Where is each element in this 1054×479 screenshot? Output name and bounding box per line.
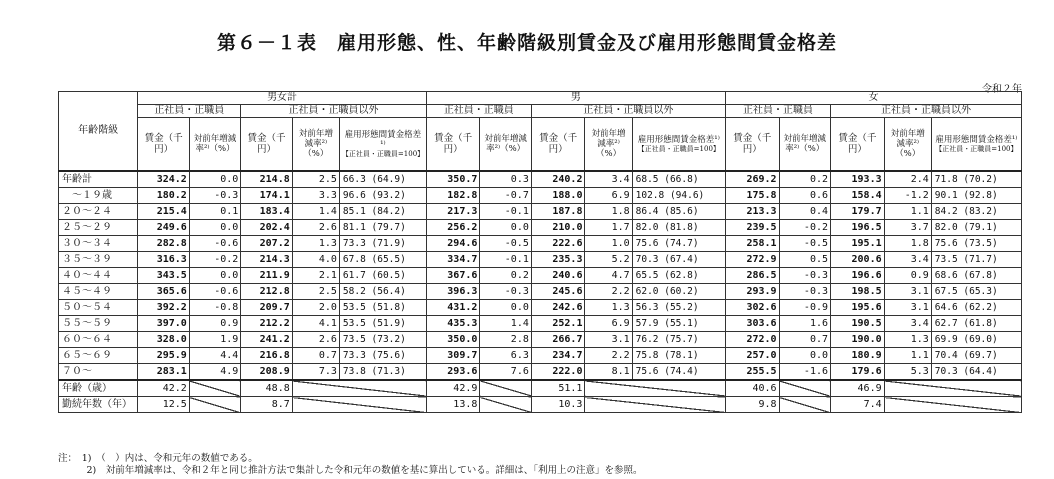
wage-cell: 198.5 (831, 284, 885, 300)
wage-cell: 214.8 (241, 171, 292, 188)
wage-cell: 316.3 (138, 252, 189, 268)
wage-cell: 190.5 (831, 316, 885, 332)
wage-cell: 367.6 (426, 268, 480, 284)
change-cell: -0.7 (480, 188, 531, 204)
age-label: ５５～５９ (59, 316, 138, 332)
change-cell: -1.6 (779, 364, 830, 381)
wage-cell: 303.6 (725, 316, 779, 332)
age-label: ６０～６４ (59, 332, 138, 348)
change-cell: -0.2 (189, 252, 240, 268)
footer-value: 13.8 (426, 397, 480, 413)
note-2: 2) 対前年増減率は、令和２年と同じ推計方法で集計した令和元年の数値を基に算出している。詳細は、「利用上の注意」を参照。 (58, 465, 643, 476)
wage-cell: 286.5 (725, 268, 779, 284)
change-cell: 1.1 (884, 348, 931, 364)
change-cell: 7.3 (292, 364, 339, 381)
change-cell: -0.6 (189, 284, 240, 300)
wage-cell: 255.5 (725, 364, 779, 381)
change-cell: 1.1 (884, 204, 931, 220)
gap-cell: 65.5 (62.8) (632, 268, 725, 284)
gap-cell: 68.6 (67.8) (931, 268, 1021, 284)
gap-cell: 76.2 (75.7) (632, 332, 725, 348)
wage-cell: 217.3 (426, 204, 480, 220)
footer-value: 42.9 (426, 380, 480, 397)
gap-cell: 56.3 (55.2) (632, 300, 725, 316)
age-label: ７０～ (59, 364, 138, 381)
change-cell: 0.0 (189, 171, 240, 188)
change-header: 対前年増減率²⁾（%） (292, 118, 339, 172)
change-cell: 6.3 (480, 348, 531, 364)
wage-cell: 242.6 (531, 300, 585, 316)
wage-cell: 196.6 (831, 268, 885, 284)
age-label: ２５～２９ (59, 220, 138, 236)
change-cell: -0.2 (779, 220, 830, 236)
wage-cell: 158.4 (831, 188, 885, 204)
gap-header (632, 118, 725, 172)
note-1: 注： 1) （ ）内は、令和元年の数値である。 (58, 453, 258, 464)
footer-value: 12.5 (138, 397, 189, 413)
change-cell: 0.0 (480, 300, 531, 316)
change-cell: 4.4 (189, 348, 240, 364)
empty-diagonal-cell (884, 380, 1021, 397)
footer-value: 42.2 (138, 380, 189, 397)
gap-cell: 75.8 (78.1) (632, 348, 725, 364)
empty-diagonal-cell (189, 397, 240, 413)
gap-cell: 81.1 (79.7) (339, 220, 426, 236)
wage-cell: 212.8 (241, 284, 292, 300)
change-cell: 2.1 (292, 268, 339, 284)
wage-cell: 324.2 (138, 171, 189, 188)
wage-header: 賃金（千円） (426, 118, 480, 172)
regular-header: 正社員・正職員 (725, 105, 830, 118)
gap-header (339, 118, 426, 172)
wage-header: 賃金（千円） (831, 118, 885, 172)
empty-diagonal-cell (779, 397, 830, 413)
change-cell: -0.8 (189, 300, 240, 316)
change-cell: 1.0 (585, 236, 632, 252)
gap-cell: 70.3 (67.4) (632, 252, 725, 268)
change-cell: -0.3 (779, 284, 830, 300)
change-cell: 4.1 (292, 316, 339, 332)
wage-cell: 258.1 (725, 236, 779, 252)
footer-row (59, 397, 1022, 413)
change-cell: 0.0 (480, 220, 531, 236)
change-cell: -0.3 (189, 188, 240, 204)
change-cell: 1.3 (585, 300, 632, 316)
gap-cell: 62.0 (60.2) (632, 284, 725, 300)
change-cell: 1.3 (884, 332, 931, 348)
change-cell: -0.3 (480, 284, 531, 300)
gap-cell: 64.6 (62.2) (931, 300, 1021, 316)
wage-cell: 212.2 (241, 316, 292, 332)
change-cell: 2.2 (585, 284, 632, 300)
footer-value: 51.1 (531, 380, 585, 397)
table-row (59, 252, 1022, 268)
footer-label: 勤続年数（年） (59, 397, 138, 413)
change-cell: 7.6 (480, 364, 531, 381)
gap-cell: 73.3 (75.6) (339, 348, 426, 364)
empty-diagonal-cell (292, 380, 426, 397)
gap-cell: 61.7 (60.5) (339, 268, 426, 284)
empty-diagonal-cell (884, 397, 1021, 413)
wage-cell: 208.9 (241, 364, 292, 381)
table-row (59, 268, 1022, 284)
age-label: ３０～３４ (59, 236, 138, 252)
wage-cell: 365.6 (138, 284, 189, 300)
gap-cell: 82.0 (79.1) (931, 220, 1021, 236)
change-cell: 3.1 (884, 284, 931, 300)
wage-cell: 215.4 (138, 204, 189, 220)
wage-cell: 295.9 (138, 348, 189, 364)
change-cell: -0.3 (779, 268, 830, 284)
footer-value: 46.9 (831, 380, 885, 397)
gap-header-main: 雇用形態間賃金格差¹⁾ (637, 135, 720, 145)
wage-cell: 207.2 (241, 236, 292, 252)
age-label: ６５～６９ (59, 348, 138, 364)
change-cell: 0.2 (779, 171, 830, 188)
nonregular-header: 正社員・正職員以外 (831, 105, 1022, 118)
table-title: 第６－１表 雇用形態、性、年齢階級別賃金及び雇用形態間賃金格差 (216, 32, 837, 54)
age-group-header: 年齢階級 (59, 92, 138, 172)
gap-header-main: 雇用形態間賃金格差¹⁾ (935, 135, 1018, 145)
age-label: ５０～５４ (59, 300, 138, 316)
change-cell: 0.5 (779, 252, 830, 268)
change-cell: 4.0 (292, 252, 339, 268)
change-cell: -0.5 (480, 236, 531, 252)
empty-diagonal-cell (585, 380, 725, 397)
table-row (59, 188, 1022, 204)
change-cell: 0.2 (480, 268, 531, 284)
wage-cell: 293.9 (725, 284, 779, 300)
gap-cell: 75.6 (74.4) (632, 364, 725, 381)
gap-cell: 53.5 (51.8) (339, 300, 426, 316)
wage-cell: 175.8 (725, 188, 779, 204)
gap-cell: 73.5 (71.7) (931, 252, 1021, 268)
change-cell: 0.0 (779, 348, 830, 364)
change-cell: 4.7 (585, 268, 632, 284)
gap-cell: 69.9 (69.0) (931, 332, 1021, 348)
wage-cell: 240.2 (531, 171, 585, 188)
change-header: 対前年増減率²⁾（%） (884, 118, 931, 172)
footer-value: 10.3 (531, 397, 585, 413)
wage-cell: 210.0 (531, 220, 585, 236)
wage-cell: 283.1 (138, 364, 189, 381)
wage-cell: 202.4 (241, 220, 292, 236)
gap-cell: 73.5 (73.2) (339, 332, 426, 348)
wage-header: 賃金（千円） (138, 118, 189, 172)
gap-cell: 67.5 (65.3) (931, 284, 1021, 300)
wage-cell: 196.5 (831, 220, 885, 236)
change-cell: -0.6 (189, 236, 240, 252)
wage-cell: 245.6 (531, 284, 585, 300)
gap-cell: 75.6 (74.7) (632, 236, 725, 252)
change-cell: 5.3 (884, 364, 931, 381)
age-label: ～１９歳 (59, 188, 138, 204)
gap-cell: 58.2 (56.4) (339, 284, 426, 300)
gap-header-sub: 【正社員・正職員=100】 (935, 145, 1018, 153)
footer-row (59, 380, 1022, 397)
wage-cell: 302.6 (725, 300, 779, 316)
change-cell: 1.7 (585, 220, 632, 236)
table-row (59, 332, 1022, 348)
change-header: 対前年増減率²⁾（%） (779, 118, 830, 172)
change-cell: 0.4 (779, 204, 830, 220)
change-cell: 0.7 (779, 332, 830, 348)
wage-cell: 294.6 (426, 236, 480, 252)
wage-cell: 179.7 (831, 204, 885, 220)
wage-cell: 334.7 (426, 252, 480, 268)
era-label: 令和２年 (982, 84, 1022, 95)
wage-cell: 392.2 (138, 300, 189, 316)
wage-cell: 183.4 (241, 204, 292, 220)
footer-value: 7.4 (831, 397, 885, 413)
wage-cell: 214.3 (241, 252, 292, 268)
table-row (59, 348, 1022, 364)
wage-cell: 180.9 (831, 348, 885, 364)
empty-diagonal-cell (189, 380, 240, 397)
gap-cell: 90.1 (92.8) (931, 188, 1021, 204)
change-cell: 2.0 (292, 300, 339, 316)
table-row (59, 236, 1022, 252)
wage-cell: 193.3 (831, 171, 885, 188)
change-cell: 0.9 (189, 316, 240, 332)
wage-cell: 350.7 (426, 171, 480, 188)
gap-cell: 102.8 (94.6) (632, 188, 725, 204)
gap-cell: 85.1 (84.2) (339, 204, 426, 220)
change-cell: 2.4 (884, 171, 931, 188)
wage-cell: 435.3 (426, 316, 480, 332)
change-cell: 5.2 (585, 252, 632, 268)
table-row (59, 300, 1022, 316)
wage-cell: 187.8 (531, 204, 585, 220)
nonregular-header: 正社員・正職員以外 (531, 105, 725, 118)
change-cell: 2.6 (292, 332, 339, 348)
table-row (59, 364, 1022, 381)
change-cell: 3.1 (585, 332, 632, 348)
age-label: ４０～４４ (59, 268, 138, 284)
wage-cell: 234.7 (531, 348, 585, 364)
change-cell: 3.4 (884, 252, 931, 268)
wage-cell: 195.6 (831, 300, 885, 316)
change-cell: -0.1 (480, 252, 531, 268)
change-cell: 0.0 (189, 220, 240, 236)
wage-cell: 252.1 (531, 316, 585, 332)
change-cell: 3.7 (884, 220, 931, 236)
regular-header: 正社員・正職員 (138, 105, 241, 118)
change-cell: 3.1 (884, 300, 931, 316)
table-row (59, 284, 1022, 300)
wage-cell: 343.5 (138, 268, 189, 284)
wage-cell: 397.0 (138, 316, 189, 332)
wage-cell: 200.6 (831, 252, 885, 268)
notes (58, 453, 643, 477)
wage-cell: 240.6 (531, 268, 585, 284)
wage-cell: 309.7 (426, 348, 480, 364)
empty-diagonal-cell (480, 397, 531, 413)
wage-cell: 213.3 (725, 204, 779, 220)
change-cell: 1.8 (585, 204, 632, 220)
change-header: 対前年増減率²⁾（%） (480, 118, 531, 172)
wage-cell: 195.1 (831, 236, 885, 252)
age-label: ３５～３９ (59, 252, 138, 268)
wage-cell: 241.2 (241, 332, 292, 348)
gap-cell: 84.2 (83.2) (931, 204, 1021, 220)
footer-value: 9.8 (725, 397, 779, 413)
wage-cell: 211.9 (241, 268, 292, 284)
gap-cell: 67.8 (65.5) (339, 252, 426, 268)
gap-cell: 70.4 (69.7) (931, 348, 1021, 364)
gap-header (931, 118, 1021, 172)
change-cell: 2.5 (292, 171, 339, 188)
regular-header: 正社員・正職員 (426, 105, 531, 118)
change-cell: -0.1 (480, 204, 531, 220)
gap-cell: 82.0 (81.8) (632, 220, 725, 236)
change-cell: 6.9 (585, 316, 632, 332)
wage-cell: 257.0 (725, 348, 779, 364)
table-row (59, 171, 1022, 188)
wage-cell: 249.6 (138, 220, 189, 236)
change-header: 対前年増減率²⁾（%） (189, 118, 240, 172)
change-cell: 1.8 (884, 236, 931, 252)
change-cell: 3.4 (585, 171, 632, 188)
wage-cell: 396.3 (426, 284, 480, 300)
wage-cell: 282.8 (138, 236, 189, 252)
change-cell: 0.7 (292, 348, 339, 364)
footer-label: 年齢（歳） (59, 380, 138, 397)
table-row (59, 220, 1022, 236)
change-cell: 0.1 (189, 204, 240, 220)
gap-cell: 73.8 (71.3) (339, 364, 426, 381)
wage-header: 賃金（千円） (241, 118, 292, 172)
wage-cell: 272.0 (725, 332, 779, 348)
change-cell: 1.9 (189, 332, 240, 348)
wage-cell: 216.8 (241, 348, 292, 364)
empty-diagonal-cell (480, 380, 531, 397)
change-cell: 8.1 (585, 364, 632, 381)
group-header-total: 男女計 (138, 92, 426, 105)
group-header-male: 男 (426, 92, 725, 105)
age-label: ２０～２４ (59, 204, 138, 220)
age-label: 年齢計 (59, 171, 138, 188)
gap-cell: 57.9 (55.1) (632, 316, 725, 332)
change-cell: -0.5 (779, 236, 830, 252)
wage-header: 賃金（千円） (725, 118, 779, 172)
gap-cell: 73.3 (71.9) (339, 236, 426, 252)
wage-cell: 179.6 (831, 364, 885, 381)
change-cell: 4.9 (189, 364, 240, 381)
gap-header-sub: 【正社員・正職員=100】 (341, 150, 425, 158)
wage-cell: 431.2 (426, 300, 480, 316)
change-cell: 2.8 (480, 332, 531, 348)
wage-cell: 293.6 (426, 364, 480, 381)
empty-diagonal-cell (779, 380, 830, 397)
gap-cell: 71.8 (70.2) (931, 171, 1021, 188)
gap-cell: 86.4 (85.6) (632, 204, 725, 220)
change-cell: 2.2 (585, 348, 632, 364)
wage-cell: 180.2 (138, 188, 189, 204)
change-cell: 1.3 (292, 236, 339, 252)
table-row (59, 204, 1022, 220)
empty-diagonal-cell (292, 397, 426, 413)
change-cell: 0.6 (779, 188, 830, 204)
wage-cell: 182.8 (426, 188, 480, 204)
group-header-female: 女 (725, 92, 1021, 105)
gap-cell: 75.6 (73.5) (931, 236, 1021, 252)
wage-cell: 239.5 (725, 220, 779, 236)
change-cell: 0.0 (189, 268, 240, 284)
wage-cell: 328.0 (138, 332, 189, 348)
wage-cell: 209.7 (241, 300, 292, 316)
wage-cell: 350.0 (426, 332, 480, 348)
change-cell: 1.4 (292, 204, 339, 220)
gap-cell: 70.3 (64.4) (931, 364, 1021, 381)
wage-cell: 190.0 (831, 332, 885, 348)
gap-cell: 96.6 (93.2) (339, 188, 426, 204)
wage-header: 賃金（千円） (531, 118, 585, 172)
gap-header-main: 雇用形態間賃金格差¹⁾ (344, 130, 422, 150)
wage-cell: 222.0 (531, 364, 585, 381)
age-label: ４５～４９ (59, 284, 138, 300)
table-row (59, 316, 1022, 332)
gap-cell: 66.3 (64.9) (339, 171, 426, 188)
change-cell: -1.2 (884, 188, 931, 204)
wage-cell: 188.0 (531, 188, 585, 204)
change-cell: 3.3 (292, 188, 339, 204)
footer-value: 48.8 (241, 380, 292, 397)
wage-cell: 272.9 (725, 252, 779, 268)
wage-cell: 174.1 (241, 188, 292, 204)
change-cell: -0.9 (779, 300, 830, 316)
change-cell: 3.4 (884, 316, 931, 332)
wage-cell: 222.6 (531, 236, 585, 252)
gap-cell: 62.7 (61.8) (931, 316, 1021, 332)
wage-cell: 256.2 (426, 220, 480, 236)
change-cell: 2.5 (292, 284, 339, 300)
wage-table (58, 91, 1022, 413)
wage-cell: 269.2 (725, 171, 779, 188)
nonregular-header: 正社員・正職員以外 (241, 105, 427, 118)
gap-cell: 53.5 (51.9) (339, 316, 426, 332)
change-cell: 6.9 (585, 188, 632, 204)
wage-cell: 235.3 (531, 252, 585, 268)
footer-value: 40.6 (725, 380, 779, 397)
wage-cell: 266.7 (531, 332, 585, 348)
change-cell: 0.9 (884, 268, 931, 284)
change-cell: 0.3 (480, 171, 531, 188)
empty-diagonal-cell (585, 397, 725, 413)
footer-value: 8.7 (241, 397, 292, 413)
change-cell: 1.6 (779, 316, 830, 332)
change-cell: 2.6 (292, 220, 339, 236)
gap-cell: 68.5 (66.8) (632, 171, 725, 188)
change-cell: 1.4 (480, 316, 531, 332)
change-header: 対前年増減率²⁾（%） (585, 118, 632, 172)
gap-header-sub: 【正社員・正職員=100】 (637, 145, 720, 153)
